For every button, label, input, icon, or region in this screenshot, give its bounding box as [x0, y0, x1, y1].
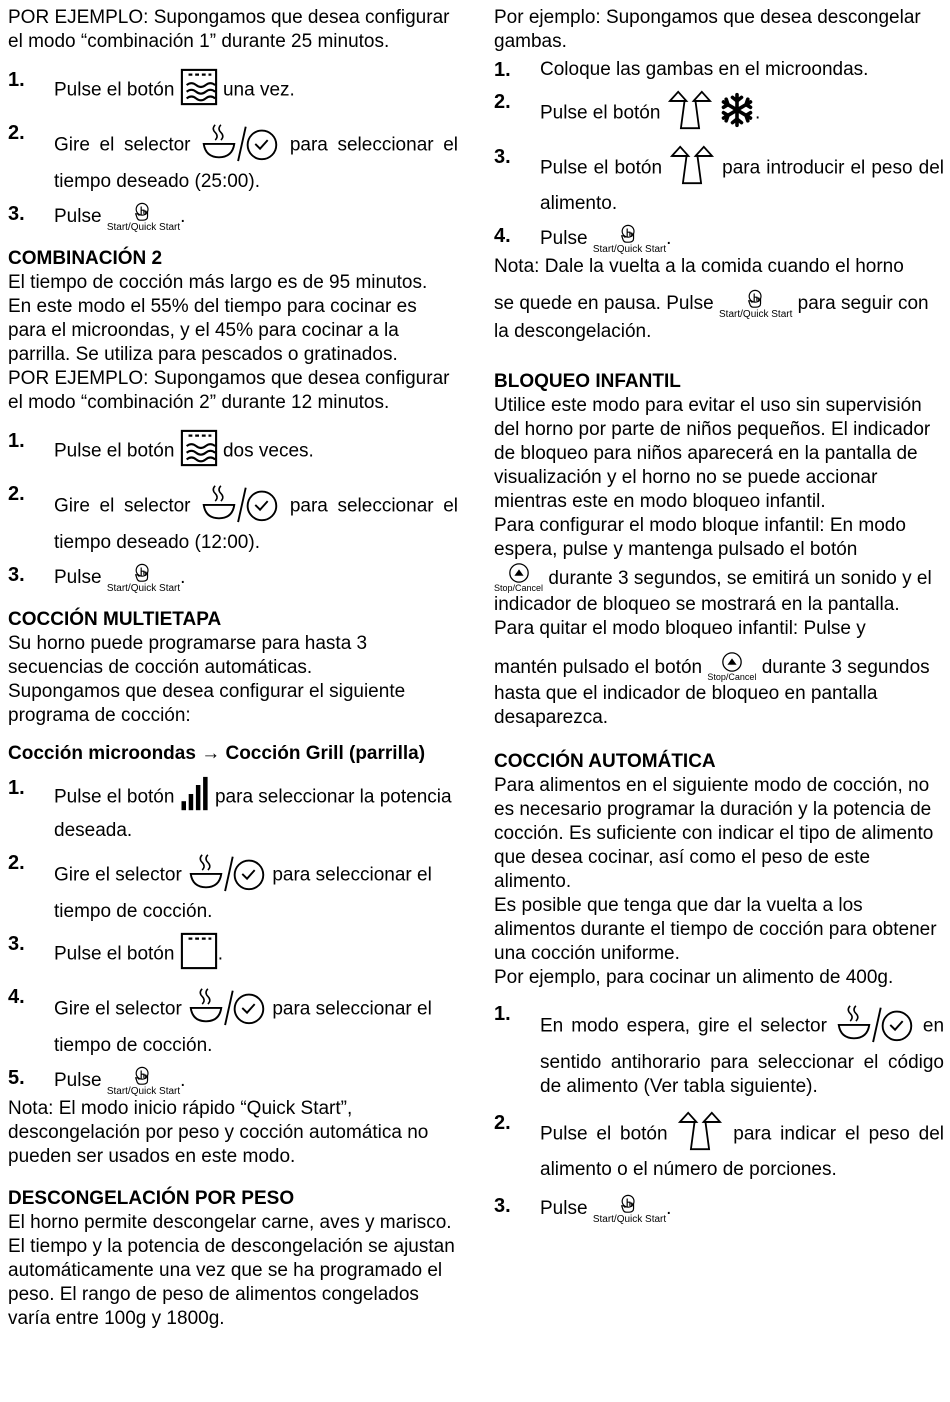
step-number: 4.: [8, 986, 25, 1008]
stop-cancel-icon: [494, 562, 543, 593]
step-item: [494, 145, 944, 216]
step-text: Pulse el botón: [54, 440, 175, 462]
start-quick-start-label: Start/Quick Start: [719, 309, 793, 320]
start-quick-start-label: Start/Quick Start: [106, 583, 181, 594]
section-title-multistage: COCCIÓN MULTIETAPA: [8, 609, 222, 630]
step-item: [8, 563, 458, 594]
section-title-defrost-by-weight: DESCONGELACIÓN POR PESO: [8, 1188, 295, 1209]
step-text: Pulse: [54, 1070, 102, 1091]
step-number: 2.: [8, 852, 25, 874]
step-text: Pulse: [54, 206, 102, 227]
step-number: 2.: [494, 1112, 511, 1134]
step-number: 1.: [494, 1003, 511, 1025]
step-number: 3.: [494, 1195, 511, 1217]
selector-dial-icon: [187, 985, 267, 1034]
step-item: [494, 90, 944, 137]
paragraph: [494, 651, 944, 730]
step-number: 3.: [8, 564, 25, 586]
weight-defrost-icon: [668, 145, 716, 192]
power-bars-icon: [180, 776, 210, 819]
paragraph: Para quitar el modo bloqueo infantil: Pulse y: [494, 618, 866, 639]
start-quick-start-label: Start/Quick Start: [106, 222, 181, 233]
step-item: [8, 68, 458, 113]
step-number: 3.: [8, 933, 25, 955]
step-text: .: [217, 943, 223, 965]
paragraph: El horno permite descongelar carne, aves y marisco. El tiempo y la potencia de descongelación se ajustan automáticamente una vez que se ha programado el peso. El rango de peso de alimentos congelados varía entre 100g y 1800g.: [8, 1212, 455, 1329]
step-item: [494, 1002, 944, 1099]
step-item: [494, 1111, 944, 1182]
defrost-note-continued: [494, 289, 944, 344]
step-number: 5.: [8, 1067, 25, 1089]
step-number: 1.: [8, 777, 25, 799]
step-text: Pulse el botón: [54, 786, 175, 808]
defrost-note: Nota: Dale la vuelta a la comida cuando el horno: [494, 256, 904, 277]
step-text: una vez.: [222, 79, 295, 101]
section-title-combination-2: COMBINACIÓN 2: [8, 248, 163, 269]
note-text: para seguir con la descongelación.: [494, 293, 929, 342]
step-item: [8, 429, 458, 474]
note-text: se quede en pausa. Pulse: [494, 293, 714, 314]
step-text: Pulse: [54, 567, 102, 588]
start-button-icon: [593, 224, 666, 255]
step-item: [8, 121, 458, 194]
paragraph-text: mantén pulsado el botón: [494, 657, 703, 678]
paragraph: Supongamos que desea configurar el siguiente programa de cocción:: [8, 681, 406, 726]
step-text: Pulse el botón: [540, 1123, 668, 1145]
subtitle-part: Cocción microondas: [8, 743, 196, 764]
combi-button-icon: [180, 68, 218, 113]
step-text: Pulse: [540, 228, 588, 249]
selector-dial-icon: [187, 851, 267, 900]
step-number: 2.: [8, 122, 25, 144]
selector-dial-icon: [200, 482, 280, 531]
step-text: .: [180, 1070, 186, 1091]
combi-button-icon: [180, 429, 218, 474]
start-button-icon: [107, 202, 180, 233]
start-button-icon: [107, 1066, 180, 1097]
step-text: .: [754, 102, 761, 124]
paragraph: POR EJEMPLO: Supongamos que desea configurar el modo “combinación 2” durante 12 minutos.: [8, 368, 450, 413]
start-button-icon: [593, 1194, 666, 1225]
step-text: En modo espera, gire el selector: [540, 1015, 827, 1037]
stop-cancel-icon: [707, 651, 756, 682]
right-column: [494, 6, 944, 1225]
paragraph: [494, 562, 944, 617]
selector-dial-icon: [835, 1002, 915, 1051]
arrow-right-icon: →: [201, 743, 221, 764]
step-text: para introducir el peso del alimento.: [540, 157, 944, 214]
step-item: [8, 482, 458, 555]
paragraph: El tiempo de cocción más largo es de 95 minutos.: [8, 272, 428, 293]
step-number: 3.: [8, 203, 25, 225]
paragraph-text: durante 3 segundos, se emitirá un sonido y el indicador de bloqueo se mostrará en la pantalla.: [494, 568, 932, 615]
step-text: Pulse el botón: [54, 943, 175, 965]
paragraph: Para configurar el modo bloque infantil: En modo espera, pulse y mantenga pulsado el botón: [494, 515, 906, 560]
multistage-subtitle: [8, 742, 458, 766]
step-number: 1.: [8, 430, 25, 452]
step-number: 1.: [494, 59, 511, 81]
step-text: para seleccionar el tiempo de cocción.: [54, 864, 432, 922]
step-number: 2.: [494, 91, 511, 113]
step-item: [494, 58, 944, 82]
paragraph: Su horno puede programarse para hasta 3 secuencias de cocción automáticas.: [8, 633, 368, 678]
start-button-icon: [107, 563, 180, 594]
step-text: dos veces.: [222, 440, 314, 462]
step-text: para seleccionar el tiempo deseado (12:00).: [54, 495, 459, 553]
step-text: Gire el selector: [54, 495, 191, 517]
paragraph: En este modo el 55% del tiempo para cocinar es para el microondas, y el 45% para cocinar a la parrilla. Se utiliza para pescados o gratinados.: [8, 296, 417, 365]
snowflake-icon: [719, 92, 755, 135]
stop-cancel-label: Stop/Cancel: [494, 583, 544, 593]
step-text: Gire el selector: [54, 998, 182, 1020]
subtitle-part: Cocción Grill (parrilla): [225, 743, 426, 764]
step-item: [8, 776, 458, 843]
step-text: .: [666, 228, 672, 249]
step-text: para seleccionar la potencia deseada.: [54, 786, 452, 841]
step-text: Pulse el botón: [540, 157, 663, 179]
step-item: [8, 932, 458, 977]
step-item: [494, 1194, 944, 1225]
step-text: Gire el selector: [54, 864, 182, 886]
step-item: [494, 224, 944, 255]
paragraph: Utilice este modo para evitar el uso sin supervisión del horno por parte de niños pequeños. El indicador de bloqueo para niños aparecerá en la pantalla de visualización y el horno no se puede accionar mientras este en modo bloqueo infantil.: [494, 395, 931, 512]
weight-defrost-icon: [666, 90, 714, 137]
step-number: 3.: [494, 146, 511, 168]
step-item: [8, 202, 458, 233]
step-text: Coloque las gambas en el microondas.: [540, 59, 869, 80]
start-button-icon: [719, 289, 792, 320]
start-quick-start-label: Start/Quick Start: [592, 1214, 667, 1225]
grill-button-icon: [180, 932, 218, 977]
step-text: Pulse: [540, 1198, 588, 1219]
step-text: Pulse el botón: [540, 102, 661, 124]
defrost-example: Por ejemplo: Supongamos que desea descongelar gambas.: [494, 7, 921, 52]
step-item: [8, 1066, 458, 1097]
step-text: para indicar el peso del alimento o el número de porciones.: [540, 1123, 945, 1180]
step-text: para seleccionar el tiempo deseado (25:00).: [54, 134, 459, 192]
step-number: 1.: [8, 69, 25, 91]
step-text: Pulse el botón: [54, 79, 175, 101]
paragraph: Es posible que tenga que dar la vuelta a los alimentos durante el tiempo de cocción para obtener una cocción uniforme.: [494, 895, 937, 964]
paragraph: Por ejemplo, para cocinar un alimento de 400g.: [494, 967, 894, 988]
paragraph: Para alimentos en el siguiente modo de cocción, no es necesario programar la duración y la potencia de cocción. Es suficiente con indicar el tipo de alimento que desea cocinar, así como el peso de este alimento.: [494, 775, 934, 892]
step-text: Gire el selector: [54, 134, 191, 156]
left-column: [8, 6, 458, 1331]
start-quick-start-label: Start/Quick Start: [106, 1086, 181, 1097]
section-title-child-lock: BLOQUEO INFANTIL: [494, 371, 681, 392]
step-number: 4.: [494, 225, 511, 247]
selector-dial-icon: [200, 121, 280, 170]
step-text: .: [180, 206, 186, 227]
stop-cancel-label: Stop/Cancel: [707, 672, 757, 682]
step-item: [8, 985, 458, 1058]
step-item: [8, 851, 458, 924]
paragraph-text: durante 3 segundos hasta que el indicador de bloqueo en pantalla desaparezca.: [494, 657, 930, 728]
step-number: 2.: [8, 483, 25, 505]
step-text: .: [666, 1198, 672, 1219]
step-text: en sentido antihorario para seleccionar el código de alimento (Ver tabla siguiente).: [540, 1015, 945, 1097]
start-quick-start-label: Start/Quick Start: [592, 244, 667, 255]
weight-defrost-icon: [676, 1111, 724, 1158]
combination1-example: POR EJEMPLO: Supongamos que desea configurar el modo “combinación 1” durante 25 minutos.: [8, 7, 450, 52]
section-title-auto-cook: COCCIÓN AUTOMÁTICA: [494, 751, 716, 772]
multistage-note: Nota: El modo inicio rápido “Quick Start”, descongelación por peso y cocción automática no pueden ser usados en este modo.: [8, 1098, 429, 1167]
step-text: para seleccionar el tiempo de cocción.: [54, 998, 432, 1056]
step-text: .: [180, 567, 186, 588]
